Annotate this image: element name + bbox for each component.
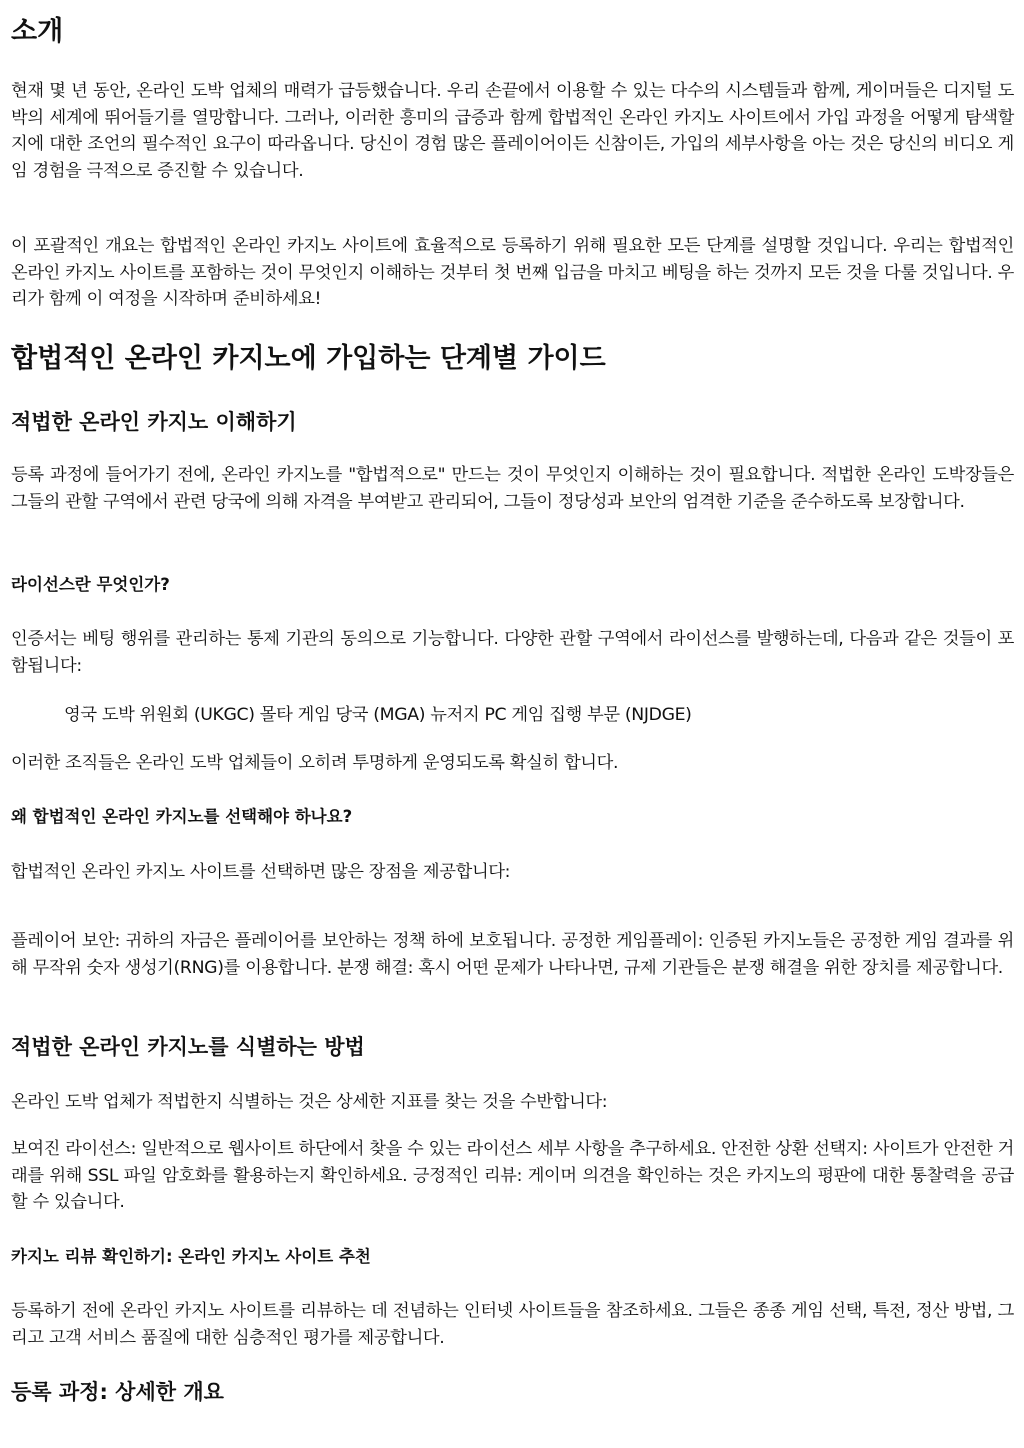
why-paragraph: 합법적인 온라인 카지노 사이트를 선택하면 많은 장점을 제공합니다: bbox=[11, 862, 511, 882]
why-heading: 왜 합법적인 온라인 카지노를 선택해야 하나요? bbox=[11, 807, 353, 826]
reviews-paragraph: 등록하기 전에 온라인 카지노 사이트를 리뷰하는 데 전념하는 인터넷 사이트들을 참조하세요. 그들은 종종 게임 선택, 특전, 정산 방법, 그리고 고객 서비스 품질에 대한 심층적인 평가를 제공합니다. bbox=[11, 1301, 1014, 1348]
identify-paragraph: 온라인 도박 업체가 적법한지 식별하는 것은 상세한 지표를 찾는 것을 수반합니다: bbox=[11, 1092, 608, 1112]
why-benefits: 플레이어 보안: 귀하의 자금은 플레이어를 보안하는 정책 하에 보호됩니다. 공정한 게임플레이: 인증된 카지노들은 공정한 게임 결과를 위해 무작위 숫자 생성기(RNG)를 이용합니다. 분쟁 해결: 혹시 어떤 문제가 나타나면, 규제 기관들은 분쟁 해결을 위한 장치를 제공합니다. bbox=[11, 931, 1014, 978]
understanding-paragraph: 등록 과정에 들어가기 전에, 온라인 카지노를 "합법적으로" 만드는 것이 무엇인지 이해하는 것이 필요합니다. 적법한 온라인 도박장들은 그들의 관할 구역에서 관련 당국에 의해 자격을 부여받고 관리되어, 그들이 정당성과 보안의 엄격한 기준을 준수하도록 보장합니다. bbox=[11, 465, 1014, 512]
intro-paragraph-1: 현재 몇 년 동안, 온라인 도박 업체의 매력가 급등했습니다. 우리 손끝에서 이용할 수 있는 다수의 시스템들과 함께, 게이머들은 디지털 도박의 세계에 뛰어들기를 열망합니다. 그러나, 이러한 흥미의 급증과 함께 합법적인 온라인 카지노 사이트에서 가입 과정을 어떻게 탐색할지에 대한 조언의 필수적인 요구이 따라옵니다. 당신이 경험 많은 플레이어이든 신참이든, 가입의 세부사항을 아는 것은 당신의 비디오 게임 경험을 극적으로 증진할 수 있습니다. bbox=[11, 81, 1014, 181]
intro-title: 소개 bbox=[11, 16, 64, 47]
identify-indicators: 보여진 라이선스: 일반적으로 웹사이트 하단에서 찾을 수 있는 라이선스 세부 사항을 추구하세요. 안전한 상환 선택지: 사이트가 안전한 거래를 위해 SSL 파일 암호화를 활용하는지 확인하세요. 긍정적인 리뷰: 게이머 의견을 확인하는 것은 카지노의 평판에 대한 통찰력을 공급할 수 있습니다. bbox=[11, 1139, 1014, 1212]
license-after-paragraph: 이러한 조직들은 온라인 도박 업체들이 오히려 투명하게 운영되도록 확실히 합니다. bbox=[11, 753, 619, 773]
understanding-heading: 적법한 온라인 카지노 이해하기 bbox=[11, 410, 297, 434]
license-paragraph: 인증서는 베팅 행위를 관리하는 통제 기관의 동의으로 기능합니다. 다양한 관할 구역에서 라이선스를 발행하는데, 다음과 같은 것들이 포함됩니다: bbox=[11, 629, 1014, 676]
license-heading: 라이선스란 무엇인가? bbox=[11, 575, 170, 594]
identify-heading: 적법한 온라인 카지노를 식별하는 방법 bbox=[11, 1035, 365, 1059]
license-authorities-list: 영국 도박 위원회 (UKGC) 몰타 게임 당국 (MGA) 뉴저지 PC 게임 집행 부문 (NJDGE) bbox=[64, 705, 692, 725]
reviews-heading: 카지노 리뷰 확인하기: 온라인 카지노 사이트 추천 bbox=[11, 1247, 371, 1266]
registration-heading: 등록 과정: 상세한 개요 bbox=[11, 1380, 224, 1404]
intro-paragraph-2: 이 포괄적인 개요는 합법적인 온라인 카지노 사이트에 효율적으로 등록하기 위해 필요한 모든 단계를 설명할 것입니다. 우리는 합법적인 온라인 카지노 사이트를 포함하는 것이 무엇인지 이해하는 것부터 첫 번째 입금을 마치고 베팅을 하는 것까지 모든 것을 다룰 것입니다. 우리가 함께 이 여정을 시작하며 준비하세요! bbox=[11, 236, 1014, 309]
guide-title: 합법적인 온라인 카지노에 가입하는 단계별 가이드 bbox=[11, 343, 606, 374]
